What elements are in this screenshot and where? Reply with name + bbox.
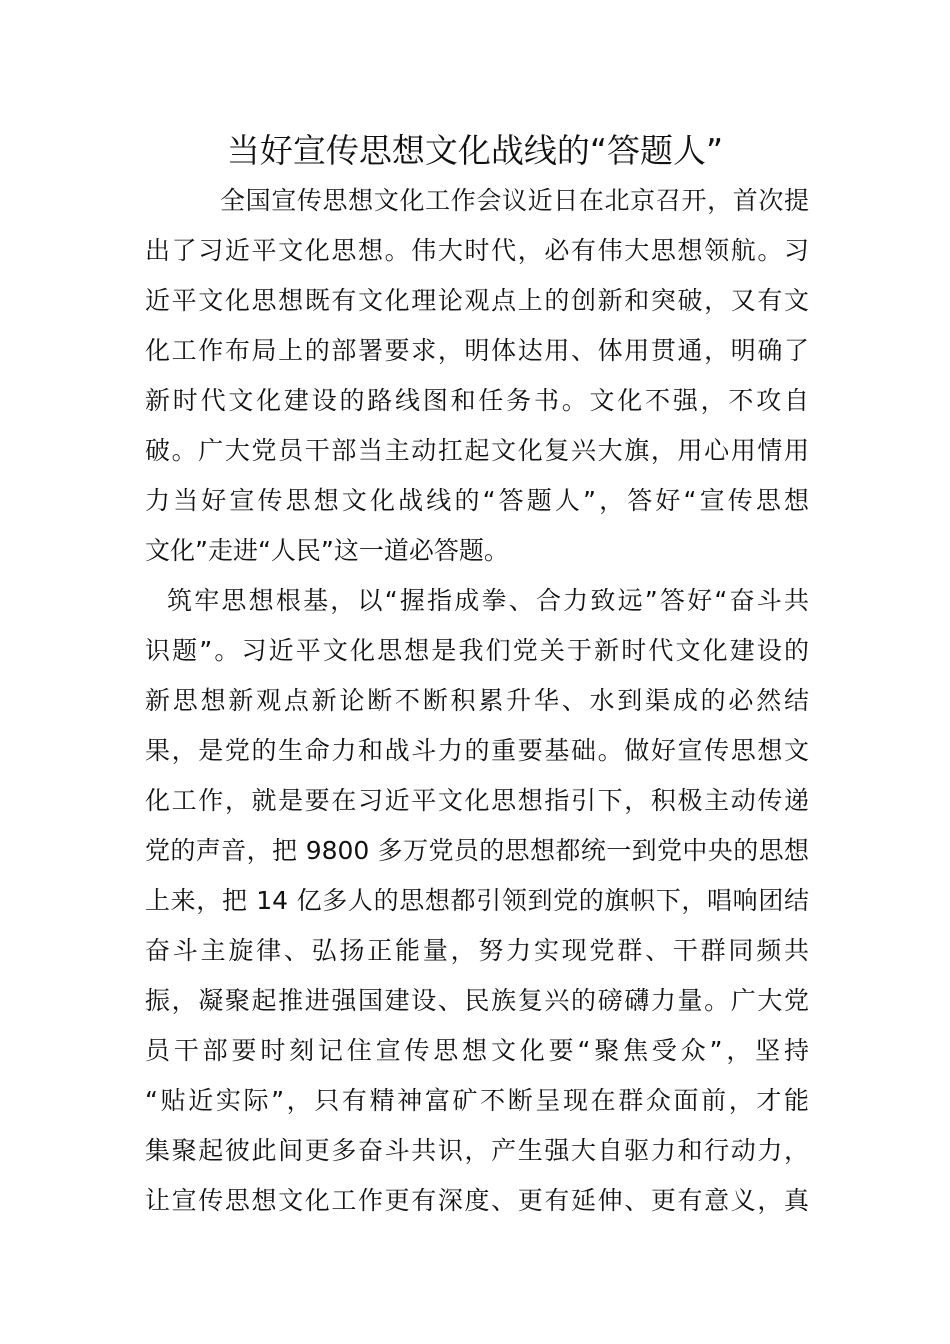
paragraph-1-line: 力当好宣传思想文化战线的“答题人”，答好“宣传思想 <box>145 486 809 515</box>
paragraph-1-line: 近平文化思想既有文化理论观点上的创新和突破，又有文 <box>145 286 809 315</box>
paragraph-2-line: “贴近实际”，只有精神富矿不断呈现在群众面前，才能 <box>145 1086 809 1115</box>
document-title: 当好宣传思想文化战线的“答题人” <box>226 131 724 170</box>
paragraph-2-line: 振，凝聚起推进强国建设、民族复兴的磅礴力量。广大党 <box>145 986 809 1015</box>
paragraph-2-line: 化工作，就是要在习近平文化思想指引下，积极主动传递 <box>145 786 809 815</box>
paragraph-2-line: 集聚起彼此间更多奋斗共识，产生强大自驱力和行动力， <box>145 1136 809 1165</box>
paragraph-2-line: 识题”。习近平文化思想是我们党关于新时代文化建设的 <box>145 636 809 665</box>
paragraph-2-line: 员干部要时刻记住宣传思想文化要“聚焦受众”，坚持 <box>145 1036 809 1065</box>
paragraph-1-line: 化工作布局上的部署要求，明体达用、体用贯通，明确了 <box>145 336 809 365</box>
paragraph-1-line: 新时代文化建设的路线图和任务书。文化不强，不攻自 <box>145 386 809 415</box>
paragraph-2-line: 上来，把 14 亿多人的思想都引领到党的旗帜下，唱响团结 <box>145 886 809 915</box>
paragraph-2-line: 奋斗主旋律、弘扬正能量，努力实现党群、干群同频共 <box>145 936 809 965</box>
paragraph-1-line: 出了习近平文化思想。伟大时代，必有伟大思想领航。习 <box>145 236 809 265</box>
paragraph-2-line: 果，是党的生命力和战斗力的重要基础。做好宣传思想文 <box>145 736 809 765</box>
paragraph-2-line: 新思想新观点新论断不断积累升华、水到渠成的必然结 <box>145 686 809 715</box>
paragraph-2-line: 党的声音，把 9800 多万党员的思想都统一到党中央的思想 <box>145 836 809 865</box>
paragraph-1-line: 破。广大党员干部当主动扛起文化复兴大旗，用心用情用 <box>145 436 809 465</box>
document-body <box>145 176 809 1226</box>
paragraph-1-line: 全国宣传思想文化工作会议近日在北京召开，首次提 <box>220 186 809 215</box>
paragraph-1-line: 文化”走进“人民”这一道必答题。 <box>145 536 509 565</box>
paragraph-2-line: 让宣传思想文化工作更有深度、更有延伸、更有意义，真 <box>145 1186 809 1215</box>
paragraph-2-line: 筑牢思想根基，以“握指成拳、合力致远”答好“奋斗共 <box>167 586 809 615</box>
